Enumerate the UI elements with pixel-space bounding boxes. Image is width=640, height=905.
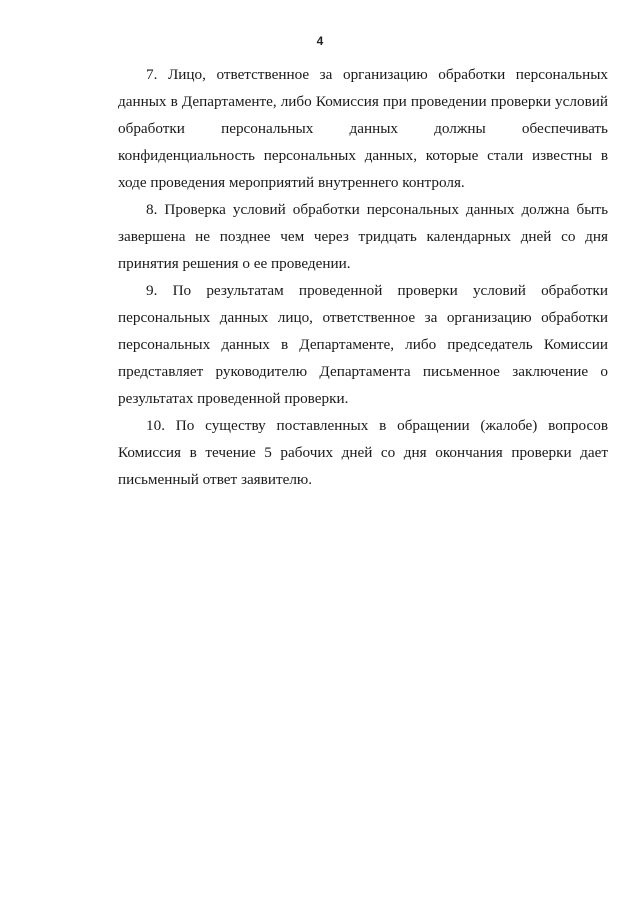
page-number: 4 (316, 34, 324, 48)
paragraph-9: 9. По результатам проведенной проверки условий обработки персональных данных лицо, ответственное за организацию обработки персональных данных в Департаменте, либо председатель Комиссии представляет руководителю Департамента письменное заключение о результатах проведенной проверки. (118, 282, 608, 407)
document-body (118, 61, 608, 493)
paragraph-7: 7. Лицо, ответственное за организацию обработки персональных данных в Департаменте, либо Комиссия при проведении проверки условий обработки персональных данных должны обеспечивать конфиденциальность персональных данных, которые стали известны в ходе проведения мероприятий внутреннего контроля. (118, 66, 608, 191)
paragraph-10: 10. По существу поставленных в обращении (жалобе) вопросов Комиссия в течение 5 рабочих дней со дня окончания проверки дает письменный ответ заявителю. (118, 417, 608, 488)
paragraph-8: 8. Проверка условий обработки персональных данных должна быть завершена не позднее чем через тридцать календарных дней со дня принятия решения о ее проведении. (118, 201, 608, 272)
